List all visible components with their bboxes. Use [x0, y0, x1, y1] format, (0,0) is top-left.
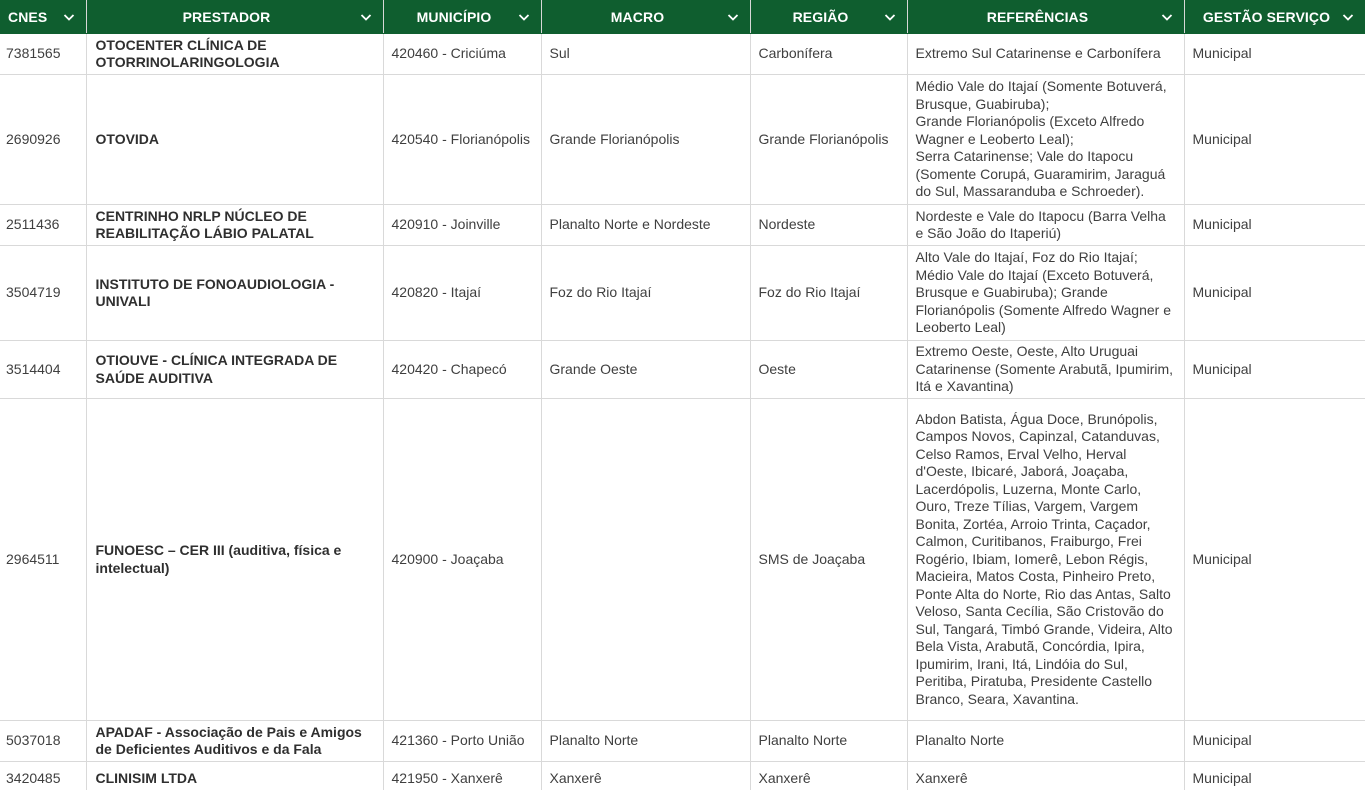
cell-prestador: APADAF - Associação de Pais e Amigos de Deficientes Auditivos e da Fala	[86, 721, 383, 762]
cell-macro: Grande Florianópolis	[541, 75, 750, 205]
cell-municipio: 420820 - Itajaí	[383, 246, 541, 341]
cell-referencias: Planalto Norte	[907, 721, 1184, 762]
cell-cnes: 2511436	[0, 205, 86, 246]
cell-referencias: Abdon Batista, Água Doce, Brunópolis, Campos Novos, Capinzal, Catanduvas, Celso Ramos, Erval Velho, Herval d'Oeste, Ibicaré, Jaborá, Joaçaba, Lacerdópolis, Luzerna, Monte Carlo, Ouro, Treze Tílias, Vargem, Vargem Bonita, Zortéa, Arroio Trinta, Caçador, Calmon, Curitibanos, Fraiburgo, Frei Rogério, Ibiam, Iomerê, Lebon Régis, Macieira, Matos Costa, Pinheiro Preto, Ponte Alta do Norte, Rio das Antas, Salto Veloso, Santa Cecília, São Cristovão do Sul, Tangará, Timbó Grande, Videira, Alto Bela Vista, Arabutã, Concórdia, Ipira, Ipumirim, Irani, Itá, Lindóia do Sul, Peritiba, Piratuba, Presidente Castello Branco, Seara, Xavantina.	[907, 399, 1184, 721]
cell-macro: Foz do Rio Itajaí	[541, 246, 750, 341]
cell-cnes: 2964511	[0, 399, 86, 721]
cell-regiao: Oeste	[750, 341, 907, 399]
cell-regiao: Xanxerê	[750, 762, 907, 790]
column-header-referencias[interactable]	[907, 0, 1184, 34]
cell-municipio: 420420 - Chapecó	[383, 341, 541, 399]
cell-prestador: OTOCENTER CLÍNICA DE OTORRINOLARINGOLOGIA	[86, 34, 383, 75]
cell-gestao-servico: Municipal	[1184, 205, 1365, 246]
cell-municipio: 421950 - Xanxerê	[383, 762, 541, 790]
table-row	[0, 341, 1365, 399]
cell-municipio: 420540 - Florianópolis	[383, 75, 541, 205]
cell-gestao-servico: Municipal	[1184, 721, 1365, 762]
cell-macro: Grande Oeste	[541, 341, 750, 399]
cell-gestao-servico: Municipal	[1184, 762, 1365, 790]
column-header-macro[interactable]	[541, 0, 750, 34]
table-row	[0, 246, 1365, 341]
cell-municipio: 420910 - Joinville	[383, 205, 541, 246]
cell-cnes: 5037018	[0, 721, 86, 762]
header-row	[0, 0, 1365, 34]
column-header-label: MUNICÍPIO	[416, 8, 492, 25]
table-row	[0, 205, 1365, 246]
cell-regiao: Carbonífera	[750, 34, 907, 75]
chevron-down-icon[interactable]	[517, 10, 531, 24]
table-body	[0, 34, 1365, 790]
cell-municipio: 420460 - Criciúma	[383, 34, 541, 75]
table-header	[0, 0, 1365, 34]
cell-gestao-servico: Municipal	[1184, 341, 1365, 399]
chevron-down-icon[interactable]	[883, 10, 897, 24]
cell-cnes: 2690926	[0, 75, 86, 205]
column-header-gestao-servico[interactable]	[1184, 0, 1365, 34]
cell-cnes: 3514404	[0, 341, 86, 399]
cell-regiao: Nordeste	[750, 205, 907, 246]
column-header-label: MACRO	[610, 8, 665, 25]
column-header-label: PRESTADOR	[182, 8, 271, 25]
cell-prestador: CLINISIM LTDA	[86, 762, 383, 790]
cell-macro: Planalto Norte	[541, 721, 750, 762]
cell-municipio: 420900 - Joaçaba	[383, 399, 541, 721]
cell-referencias: Nordeste e Vale do Itapocu (Barra Velha e São João do Itaperiú)	[907, 205, 1184, 246]
cell-gestao-servico: Municipal	[1184, 34, 1365, 75]
cell-regiao: Foz do Rio Itajaí	[750, 246, 907, 341]
cell-cnes: 7381565	[0, 34, 86, 75]
cell-referencias: Extremo Oeste, Oeste, Alto Uruguai Catarinense (Somente Arabutã, Ipumirim, Itá e Xavantina)	[907, 341, 1184, 399]
cell-prestador: OTIOUVE - CLÍNICA INTEGRADA DE SAÚDE AUDITIVA	[86, 341, 383, 399]
cell-municipio: 421360 - Porto União	[383, 721, 541, 762]
cell-gestao-servico: Municipal	[1184, 246, 1365, 341]
cell-macro: Sul	[541, 34, 750, 75]
cell-prestador: INSTITUTO DE FONOAUDIOLOGIA - UNIVALI	[86, 246, 383, 341]
cell-regiao: Planalto Norte	[750, 721, 907, 762]
column-header-label: GESTÃO SERVIÇO	[1202, 8, 1331, 25]
chevron-down-icon[interactable]	[726, 10, 740, 24]
cell-cnes: 3504719	[0, 246, 86, 341]
table-row	[0, 721, 1365, 762]
cell-gestao-servico: Municipal	[1184, 399, 1365, 721]
cell-macro	[541, 399, 750, 721]
chevron-down-icon[interactable]	[1160, 10, 1174, 24]
cell-referencias: Extremo Sul Catarinense e Carbonífera	[907, 34, 1184, 75]
table-row	[0, 399, 1365, 721]
cell-prestador: OTOVIDA	[86, 75, 383, 205]
chevron-down-icon[interactable]	[1341, 10, 1355, 24]
column-header-prestador[interactable]	[86, 0, 383, 34]
cell-prestador: CENTRINHO NRLP NÚCLEO DE REABILITAÇÃO LÁBIO PALATAL	[86, 205, 383, 246]
column-header-label: CNES	[8, 8, 48, 25]
column-header-label: REGIÃO	[792, 8, 849, 25]
cell-gestao-servico: Municipal	[1184, 75, 1365, 205]
cell-referencias: Médio Vale do Itajaí (Somente Botuverá, Brusque, Guabiruba); Grande Florianópolis (Exceto Alfredo Wagner e Leoberto Leal); Serra Catarinense; Vale do Itapocu (Somente Corupá, Guaramirim, Jaraguá do Sul, Massaranduba e Schroeder).	[907, 75, 1184, 205]
cell-regiao: Grande Florianópolis	[750, 75, 907, 205]
chevron-down-icon[interactable]	[359, 10, 373, 24]
chevron-down-icon[interactable]	[62, 10, 76, 24]
cell-referencias: Alto Vale do Itajaí, Foz do Rio Itajaí; Médio Vale do Itajaí (Exceto Botuverá, Brusque e Guabiruba); Grande Florianópolis (Somente Alfredo Wagner e Leoberto Leal)	[907, 246, 1184, 341]
cell-prestador: FUNOESC – CER III (auditiva, física e intelectual)	[86, 399, 383, 721]
table-row	[0, 75, 1365, 205]
table-row	[0, 762, 1365, 790]
cell-macro: Xanxerê	[541, 762, 750, 790]
table-row	[0, 34, 1365, 75]
column-header-regiao[interactable]	[750, 0, 907, 34]
cell-regiao: SMS de Joaçaba	[750, 399, 907, 721]
column-header-cnes[interactable]	[0, 0, 86, 34]
cell-referencias: Xanxerê	[907, 762, 1184, 790]
column-header-municipio[interactable]	[383, 0, 541, 34]
cell-cnes: 3420485	[0, 762, 86, 790]
column-header-label: REFERÊNCIAS	[986, 8, 1089, 25]
cell-macro: Planalto Norte e Nordeste	[541, 205, 750, 246]
